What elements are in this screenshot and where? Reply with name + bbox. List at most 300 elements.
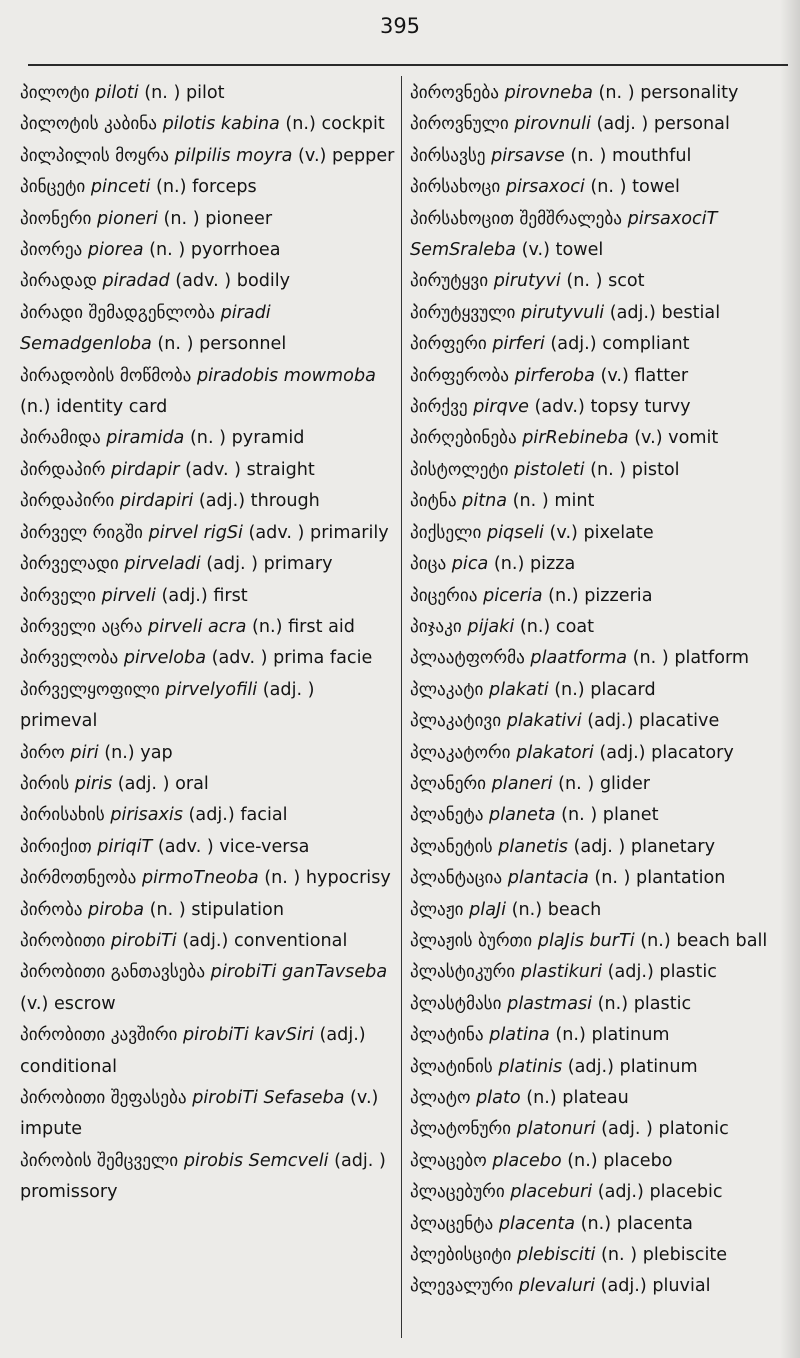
transliteration: pirovnuli: [514, 114, 591, 135]
dictionary-entry: [410, 769, 795, 800]
dictionary-entry: [410, 266, 795, 297]
part-of-speech: (adv. ): [185, 459, 242, 480]
english-translation: topsy turvy: [590, 397, 691, 418]
transliteration: pirRebineba: [522, 428, 629, 449]
dictionary-entry: [410, 1240, 795, 1271]
dictionary-entry: [410, 738, 795, 769]
english-translation: impute: [20, 1119, 83, 1140]
transliteration: plato: [476, 1088, 521, 1108]
georgian-headword: პირსავსე: [410, 145, 486, 166]
dictionary-entry: [20, 78, 395, 109]
dictionary-entry: [20, 581, 395, 612]
georgian-headword: პლასტიკური: [410, 962, 516, 983]
dictionary-entry: [410, 486, 795, 517]
georgian-headword: პლატინა: [410, 1025, 484, 1046]
dictionary-entry: [410, 957, 795, 988]
part-of-speech: (adj.): [550, 334, 597, 355]
transliteration: pirferoba: [514, 365, 595, 386]
dictionary-entry: [410, 518, 795, 549]
georgian-headword: პლაკატორი: [410, 742, 511, 763]
georgian-headword: პირობის შემცველი: [20, 1150, 179, 1171]
transliteration: piroba: [88, 899, 145, 920]
part-of-speech: (n. ): [590, 459, 627, 480]
part-of-speech: (v.): [20, 993, 49, 1014]
dictionary-entry: [20, 455, 395, 486]
part-of-speech: (v.): [521, 240, 550, 261]
part-of-speech: (n.): [519, 616, 551, 637]
english-translation: platonic: [658, 1119, 729, 1140]
english-translation: facial: [240, 805, 288, 826]
english-translation: stipulation: [191, 899, 284, 920]
part-of-speech: (v.): [634, 428, 663, 449]
georgian-headword: პირობითი განთავსება: [20, 962, 206, 983]
transliteration: pirutyvuli: [521, 302, 605, 323]
transliteration: pilpilis moyra: [174, 145, 293, 166]
english-translation: platinum: [591, 1025, 670, 1046]
georgian-headword: პლებისციტი: [410, 1245, 512, 1266]
dictionary-entry: [20, 1083, 395, 1146]
georgian-headword: პლანეტის: [410, 836, 493, 857]
part-of-speech: (adj.): [599, 742, 646, 763]
transliteration: plaJis burTi: [537, 930, 635, 951]
dictionary-entry: [410, 392, 795, 423]
english-translation: pilot: [185, 83, 225, 103]
transliteration: planetis: [498, 836, 568, 857]
english-translation: towel: [632, 177, 680, 198]
dictionary-entry: [20, 957, 395, 1020]
transliteration: pitna: [462, 491, 508, 512]
part-of-speech: (n.): [493, 554, 525, 575]
georgian-headword: პიცერია: [410, 585, 478, 606]
english-translation: vomit: [668, 428, 719, 449]
transliteration: piloti: [95, 83, 139, 103]
georgian-headword: პლანერი: [410, 773, 487, 794]
transliteration: pilotis kabina: [162, 114, 280, 135]
part-of-speech: (n. ): [598, 83, 635, 103]
english-translation: yap: [140, 742, 173, 763]
part-of-speech: (n. ): [594, 868, 631, 889]
english-translation: oral: [175, 773, 209, 794]
part-of-speech: (n.): [285, 114, 316, 135]
georgian-headword: პლატინის: [410, 1056, 493, 1077]
georgian-headword: პირფერი: [410, 334, 487, 355]
english-translation: plastic: [633, 993, 692, 1014]
dictionary-entry: [20, 518, 395, 549]
dictionary-entry: [20, 800, 395, 831]
transliteration: plevaluri: [518, 1276, 595, 1297]
transliteration: placenta: [498, 1213, 576, 1234]
part-of-speech: (v.): [549, 522, 578, 543]
part-of-speech: (adj.): [161, 585, 208, 606]
part-of-speech: (adj. ): [262, 679, 315, 700]
transliteration: piceria: [483, 585, 543, 606]
part-of-speech: (adv. ): [175, 271, 232, 292]
transliteration: pirveli: [101, 585, 156, 606]
transliteration: plastikuri: [520, 962, 603, 983]
part-of-speech: (n.): [526, 1088, 557, 1108]
english-translation: coat: [555, 616, 595, 637]
dictionary-entry: [20, 109, 395, 140]
part-of-speech: (v.): [350, 1088, 379, 1108]
english-translation: pizzeria: [584, 585, 653, 606]
part-of-speech: (n.): [555, 1025, 586, 1046]
transliteration: pirmoTneoba: [142, 868, 259, 889]
georgian-headword: პლაატფორმა: [410, 648, 525, 669]
dictionary-entry: [410, 1177, 795, 1208]
part-of-speech: (n.): [155, 177, 187, 198]
georgian-headword: პირობა: [20, 899, 83, 920]
dictionary-entry: [410, 455, 795, 486]
georgian-headword: პლაკატი: [410, 679, 484, 700]
english-translation: first: [213, 585, 248, 606]
english-translation: primeval: [20, 711, 98, 732]
transliteration: pirvelyofili: [165, 679, 258, 700]
part-of-speech: (adj. ): [117, 773, 170, 794]
english-translation: placard: [590, 679, 656, 700]
georgian-headword: პლაჟის ბურთი: [410, 930, 533, 951]
part-of-speech: (n.): [104, 742, 135, 763]
part-of-speech: (adj.): [609, 302, 656, 323]
english-translation: pyramid: [231, 428, 305, 449]
part-of-speech: (adj.): [587, 711, 634, 732]
georgian-headword: პირადად: [20, 271, 97, 292]
dictionary-entry: [20, 298, 395, 361]
transliteration: pinceti: [90, 177, 151, 198]
transliteration: planeri: [491, 773, 553, 794]
georgian-headword: პირდაპირ: [20, 459, 106, 480]
english-translation: plastic: [659, 962, 717, 983]
part-of-speech: (n.): [548, 585, 579, 606]
georgian-headword: პლატონური: [410, 1119, 512, 1140]
georgian-headword: პირიქით: [20, 836, 92, 857]
part-of-speech: (n. ): [570, 145, 607, 166]
english-translation: planet: [602, 805, 659, 826]
english-translation: personnel: [199, 334, 287, 355]
georgian-headword: პირქვე: [410, 397, 468, 418]
dictionary-entry: [410, 989, 795, 1020]
transliteration: pirveloba: [123, 648, 207, 669]
part-of-speech: (n.): [597, 993, 629, 1014]
dictionary-entry: [410, 1020, 795, 1051]
part-of-speech: (adj.): [597, 1182, 644, 1203]
dictionary-entry: [410, 204, 795, 267]
english-translation: straight: [246, 459, 315, 480]
english-translation: hypocrisy: [305, 868, 391, 889]
part-of-speech: (v.): [600, 365, 629, 386]
transliteration: platonuri: [516, 1119, 596, 1140]
part-of-speech: (v.): [298, 145, 327, 166]
english-translation: scot: [608, 271, 645, 292]
part-of-speech: (n. ): [561, 805, 598, 826]
column-divider: [401, 76, 402, 1338]
georgian-headword: პირობითი: [20, 930, 106, 951]
transliteration: pirovneba: [504, 83, 593, 103]
transliteration: placeburi: [510, 1182, 593, 1203]
transliteration: plakativi: [506, 711, 582, 732]
georgian-headword: პირუტყვული: [410, 302, 516, 323]
english-translation: vice-versa: [219, 836, 310, 857]
dictionary-entry: [20, 204, 395, 235]
georgian-headword: პირისახის: [20, 805, 105, 826]
english-translation: mouthful: [612, 145, 692, 166]
part-of-speech: (adj.): [567, 1056, 614, 1077]
transliteration: pirsavse: [491, 145, 565, 166]
georgian-headword: პიორეა: [20, 240, 83, 261]
english-translation: pixelate: [583, 522, 654, 543]
dictionary-entry: [20, 172, 395, 203]
transliteration: pirutyvi: [493, 271, 561, 292]
part-of-speech: (adv. ): [211, 648, 268, 669]
part-of-speech: (n. ): [144, 83, 181, 103]
georgian-headword: პლევალური: [410, 1276, 514, 1297]
part-of-speech: (n.): [580, 1213, 612, 1234]
transliteration: plantacia: [507, 868, 589, 889]
dictionary-entry: [20, 1146, 395, 1209]
georgian-headword: პიჯაკი: [410, 616, 462, 637]
part-of-speech: (n.): [567, 1150, 598, 1171]
transliteration: piorea: [87, 240, 144, 261]
english-translation: pizza: [529, 554, 576, 575]
georgian-headword: პირის: [20, 773, 70, 794]
georgian-headword: პილოტის კაბინა: [20, 114, 158, 135]
transliteration: pirobiTi: [110, 930, 177, 951]
transliteration: plakati: [489, 679, 549, 700]
dictionary-entry: [20, 863, 395, 894]
georgian-headword: პირველი: [20, 585, 97, 606]
dictionary-entry: [410, 832, 795, 863]
georgian-headword: პირო: [20, 742, 65, 763]
english-translation: cockpit: [321, 114, 385, 135]
georgian-headword: პლანტაცია: [410, 868, 503, 889]
english-translation: plebiscite: [642, 1245, 728, 1266]
georgian-headword: პირღებინება: [410, 428, 517, 449]
dictionary-entry: [410, 863, 795, 894]
transliteration: plaJi: [469, 899, 507, 920]
georgian-headword: პირადობის მოწმობა: [20, 365, 192, 386]
english-translation: pluvial: [652, 1276, 711, 1297]
dictionary-entry: [410, 141, 795, 172]
part-of-speech: (adj. ): [596, 114, 649, 135]
english-translation: platform: [674, 648, 750, 669]
english-translation: bodily: [236, 271, 291, 292]
english-translation: beach ball: [676, 930, 768, 951]
dictionary-entry: [20, 486, 395, 517]
transliteration: pirdapir: [111, 459, 180, 480]
georgian-headword: პირველყოფილი: [20, 679, 160, 700]
part-of-speech: (n. ): [149, 899, 186, 920]
english-translation: pistol: [631, 459, 680, 480]
dictionary-entry: [20, 1020, 395, 1083]
dictionary-entry: [410, 1146, 795, 1177]
georgian-headword: პლატო: [410, 1088, 471, 1108]
dictionary-entry: [410, 1114, 795, 1145]
english-translation: conditional: [20, 1056, 118, 1077]
dictionary-entry: [20, 738, 395, 769]
part-of-speech: (n. ): [149, 240, 186, 261]
english-translation: towel: [555, 240, 604, 261]
dictionary-entry: [20, 612, 395, 643]
dictionary-entry: [20, 832, 395, 863]
english-translation: platinum: [619, 1056, 698, 1077]
dictionary-entry: [410, 1209, 795, 1240]
georgian-headword: პლაცებო: [410, 1150, 487, 1171]
georgian-headword: პირველობა: [20, 648, 119, 669]
transliteration: piris: [74, 773, 113, 794]
transliteration: pirveladi: [124, 554, 201, 575]
english-translation: personal: [653, 114, 730, 135]
georgian-headword: პირობითი შეფასება: [20, 1088, 187, 1108]
page-number: 395: [379, 14, 421, 38]
english-translation: beach: [547, 899, 602, 920]
english-translation: bestial: [661, 302, 721, 323]
part-of-speech: (adj. ): [206, 554, 259, 575]
english-translation: placebo: [603, 1150, 673, 1171]
part-of-speech: (n.): [252, 616, 283, 637]
dictionary-entry: [20, 141, 395, 172]
header-rule: [28, 64, 788, 66]
georgian-headword: პირუტყვი: [410, 271, 489, 292]
transliteration: pirvel rigSi: [148, 522, 243, 543]
georgian-headword: პირდაპირი: [20, 491, 115, 512]
part-of-speech: (n. ): [558, 773, 595, 794]
transliteration: piramida: [106, 428, 185, 449]
right-column: [410, 78, 795, 1303]
georgian-headword: პლაკატივი: [410, 711, 502, 732]
dictionary-entry: [410, 706, 795, 737]
dictionary-entry: [410, 361, 795, 392]
georgian-headword: პიტნა: [410, 491, 457, 512]
dictionary-entry: [410, 675, 795, 706]
georgian-headword: პირველი აცრა: [20, 616, 143, 637]
transliteration: pirobiTi kavSiri: [183, 1025, 314, 1046]
georgian-headword: პირველადი: [20, 554, 119, 575]
dictionary-entry: [20, 361, 395, 424]
part-of-speech: (n.): [640, 930, 671, 951]
part-of-speech: (adv.): [534, 397, 585, 418]
transliteration: plastmasi: [507, 993, 593, 1014]
part-of-speech: (n.): [20, 397, 51, 418]
part-of-speech: (adj. ): [334, 1150, 386, 1171]
part-of-speech: (n. ): [264, 868, 301, 889]
transliteration: pirsaxociT SemSraleba: [410, 208, 718, 261]
transliteration: pioneri: [97, 208, 158, 229]
dictionary-entry: [20, 235, 395, 266]
english-translation: flatter: [634, 365, 689, 386]
dictionary-entry: [410, 1083, 795, 1114]
georgian-headword: პლაცებური: [410, 1182, 505, 1203]
dictionary-entry: [20, 549, 395, 580]
dictionary-entry: [410, 612, 795, 643]
georgian-headword: პიროვნება: [410, 83, 499, 103]
dictionary-entry: [410, 926, 795, 957]
georgian-headword: პირსახოცი: [410, 177, 501, 198]
part-of-speech: (adv. ): [157, 836, 214, 857]
georgian-headword: პირობითი კავშირი: [20, 1025, 178, 1046]
english-translation: placenta: [616, 1213, 693, 1234]
transliteration: plebisciti: [516, 1245, 596, 1266]
english-translation: escrow: [53, 993, 116, 1014]
transliteration: piriqiT: [97, 836, 153, 857]
english-translation: personality: [640, 83, 739, 103]
english-translation: compliant: [602, 334, 690, 355]
dictionary-entry: [410, 329, 795, 360]
english-translation: placebic: [649, 1182, 723, 1203]
dictionary-entry: [410, 549, 795, 580]
dictionary-entry: [20, 769, 395, 800]
transliteration: planeta: [489, 805, 556, 826]
part-of-speech: (n. ): [632, 648, 669, 669]
english-translation: placatory: [651, 742, 734, 763]
transliteration: pica: [451, 554, 489, 575]
georgian-headword: პლანეტა: [410, 805, 484, 826]
dictionary-entry: [20, 643, 395, 674]
part-of-speech: (n.): [554, 679, 585, 700]
dictionary-entry: [410, 643, 795, 674]
transliteration: piradad: [102, 271, 170, 292]
georgian-headword: პიქსელი: [410, 522, 482, 543]
dictionary-entry: [20, 895, 395, 926]
part-of-speech: (adj.): [182, 930, 229, 951]
dictionary-entry: [410, 1271, 795, 1302]
english-translation: planetary: [630, 836, 716, 857]
transliteration: pirisaxis: [110, 805, 183, 826]
georgian-headword: პილპილის მოყრა: [20, 145, 169, 166]
transliteration: pirsaxoci: [505, 177, 585, 198]
part-of-speech: (adv. ): [248, 522, 305, 543]
part-of-speech: (n. ): [163, 208, 200, 229]
georgian-headword: პირადი შემადგენლობა: [20, 302, 215, 323]
english-translation: forceps: [192, 177, 257, 198]
dictionary-entry: [20, 675, 395, 738]
dictionary-entry: [410, 800, 795, 831]
transliteration: plakatori: [516, 742, 594, 763]
english-translation: plantation: [636, 868, 726, 889]
part-of-speech: (n. ): [590, 177, 627, 198]
georgian-headword: პირფერობა: [410, 365, 510, 386]
dictionary-entry: [410, 1052, 795, 1083]
english-translation: identity card: [56, 397, 168, 418]
part-of-speech: (adj.): [607, 962, 654, 983]
transliteration: piri: [70, 742, 99, 763]
english-translation: prima facie: [273, 648, 373, 669]
part-of-speech: (n.): [511, 899, 543, 920]
english-translation: conventional: [233, 930, 348, 951]
part-of-speech: (n. ): [566, 271, 603, 292]
english-translation: mint: [554, 491, 595, 512]
part-of-speech: (adj.): [600, 1276, 647, 1297]
dictionary-entry: [410, 109, 795, 140]
transliteration: pirferi: [492, 334, 545, 355]
transliteration: pirdapiri: [119, 491, 194, 512]
transliteration: pijaki: [467, 616, 515, 637]
dictionary-entry: [410, 298, 795, 329]
part-of-speech: (n. ): [157, 334, 194, 355]
dictionary-entry: [410, 581, 795, 612]
transliteration: placebo: [492, 1150, 562, 1171]
transliteration: pirqve: [473, 397, 529, 418]
georgian-headword: პილოტი: [20, 83, 90, 103]
georgian-headword: პიცა: [410, 554, 447, 575]
transliteration: plaatforma: [530, 648, 628, 669]
georgian-headword: პირმოთნეობა: [20, 868, 137, 889]
dictionary-entry: [20, 423, 395, 454]
english-translation: pyorrhoea: [190, 240, 281, 261]
transliteration: piqseli: [486, 522, 544, 543]
english-translation: primarily: [310, 522, 389, 543]
georgian-headword: პირამიდა: [20, 428, 101, 449]
dictionary-entry: [20, 926, 395, 957]
georgian-headword: პლაჟი: [410, 899, 464, 920]
